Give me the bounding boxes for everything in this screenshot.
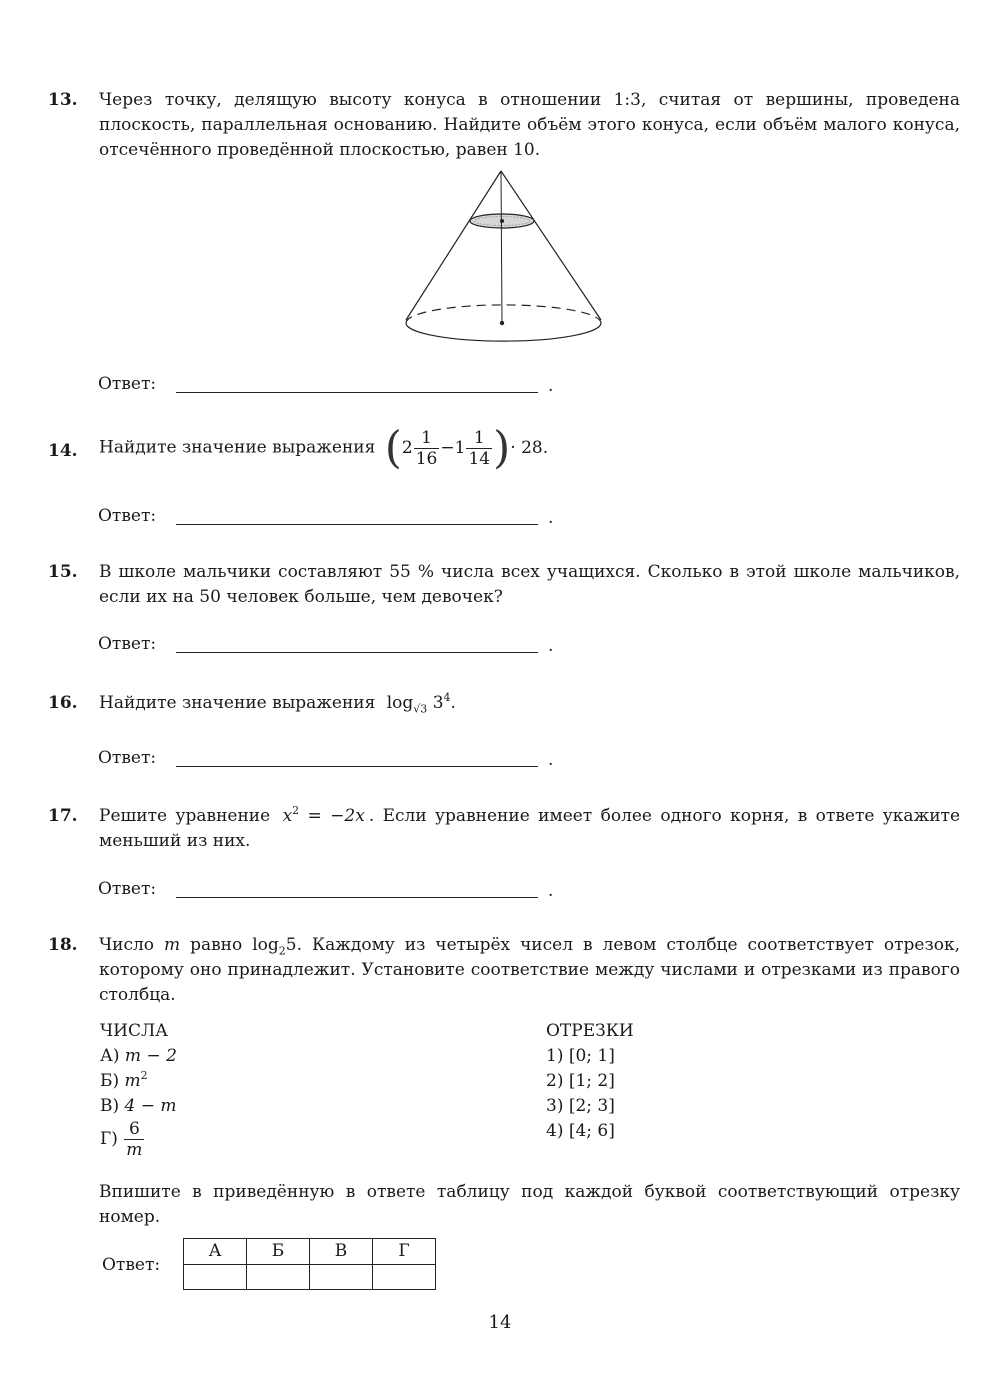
task-text — [99, 933, 960, 1008]
base-front-arc — [406, 323, 601, 341]
number-c — [100, 1094, 300, 1119]
rhs: = −2x — [299, 806, 365, 826]
answer-15 — [98, 632, 568, 662]
power: 2 — [292, 804, 300, 817]
answer-dot: . — [548, 750, 554, 770]
intro-a: Число — [99, 935, 164, 955]
segment-2: 2) [1; 2] — [546, 1071, 615, 1091]
answer-label: Ответ: — [98, 506, 157, 526]
expr-a: m − 2 — [124, 1046, 177, 1066]
task-16-prompt: Найдите значение выражения — [99, 693, 376, 713]
header-b: Б — [247, 1239, 310, 1265]
header-d: Г — [373, 1239, 436, 1265]
answer-13-input-line[interactable] — [176, 392, 538, 393]
answer-17 — [98, 877, 568, 907]
label-a: А) — [100, 1046, 120, 1066]
answer-table-header — [184, 1239, 436, 1265]
cone-left-edge — [406, 171, 501, 320]
expr-b: m — [124, 1071, 141, 1091]
task-17 — [48, 804, 960, 856]
task-text: Через точку, делящую высоту конуса в отношении 1:3, считая от вершины, проведена плоскость, параллельная основанию. Найдите объём этого конуса, если объём малого конуса, отсечённого проведённой плоскостью, равен 10. — [99, 90, 960, 160]
var-m: m — [164, 935, 181, 955]
numbers-header: ЧИСЛА — [100, 1021, 169, 1041]
denominator: 14 — [468, 448, 491, 469]
segments-column — [546, 1019, 746, 1144]
answer-14-input-line[interactable] — [176, 524, 538, 525]
section-center-dot — [500, 219, 504, 223]
log-base: 2 — [278, 944, 286, 958]
label-b: Б) — [100, 1071, 120, 1091]
answer-dot: . — [548, 636, 554, 656]
period: . — [542, 437, 549, 458]
number-b — [100, 1069, 300, 1094]
equation-17 — [283, 806, 365, 826]
answer-label: Ответ: — [98, 879, 157, 899]
task-15 — [48, 560, 960, 612]
segments-header: ОТРЕЗКИ — [546, 1021, 634, 1041]
power: 2 — [140, 1069, 148, 1082]
answer-dot: . — [548, 508, 554, 528]
fraction-2 — [466, 428, 492, 469]
multiplier: · 28 — [510, 437, 543, 458]
right-paren: ) — [493, 422, 511, 473]
task-14-prompt: Найдите значение выражения — [99, 437, 376, 458]
expression-16 — [386, 691, 456, 716]
period: . — [450, 693, 456, 713]
answer-cell-d[interactable] — [373, 1265, 436, 1290]
cone-height — [501, 171, 502, 323]
answer-15-input-line[interactable] — [176, 652, 538, 653]
answer-table — [183, 1238, 436, 1290]
answer-16 — [98, 746, 568, 776]
number-d — [100, 1119, 300, 1167]
log-word: log — [386, 693, 414, 713]
answer-dot: . — [548, 376, 554, 396]
task-number: 13. — [48, 90, 78, 110]
task-text: В школе мальчики составляют 55 % числа всех учащихся. Сколько в этой школе мальчиков, если их на 50 человек больше, чем девочек? — [99, 562, 960, 607]
denominator: 16 — [415, 448, 438, 469]
numerator: 1 — [466, 428, 492, 449]
label-c: В) — [100, 1096, 120, 1116]
log-base: √3 — [413, 702, 428, 716]
header-a: А — [184, 1239, 247, 1265]
mixed-whole-2: 1 — [454, 437, 466, 458]
segment-4: 4) [4; 6] — [546, 1121, 615, 1141]
denominator: m — [126, 1140, 143, 1160]
answer-cell-a[interactable] — [184, 1265, 247, 1290]
segment-3: 3) [2; 3] — [546, 1096, 615, 1116]
answer-label: Ответ: — [98, 634, 157, 654]
task-text — [99, 691, 960, 716]
task-17-prompt-end: . Если уравнение имеет более одного корня, в ответе укажите меньший из них. — [99, 806, 960, 851]
segment-1: 1) [0; 1] — [546, 1046, 615, 1066]
mixed-whole-1: 2 — [401, 437, 413, 458]
answer-label: Ответ: — [98, 374, 157, 394]
answer-14 — [98, 504, 568, 534]
expression-14 — [384, 422, 549, 473]
task-number: 16. — [48, 693, 78, 713]
answer-cell-b[interactable] — [247, 1265, 310, 1290]
task-text — [99, 804, 960, 854]
answer-17-input-line[interactable] — [176, 897, 538, 898]
task-13 — [48, 88, 960, 168]
task-number: 15. — [48, 562, 78, 582]
number-a — [100, 1044, 300, 1069]
answer-dot: . — [548, 881, 554, 901]
cone-diagram — [400, 165, 610, 345]
label-d: Г) — [100, 1129, 118, 1149]
answer-label: Ответ: — [102, 1255, 161, 1275]
numerator: 1 — [414, 428, 440, 449]
answer-table-inputs — [184, 1265, 436, 1290]
task-17-prompt-start: Решите уравнение — [99, 806, 271, 826]
base-back-arc — [406, 305, 601, 323]
intro-b: равно log — [180, 935, 279, 955]
task-text — [99, 422, 960, 473]
numbers-column — [100, 1019, 300, 1167]
answer-label: Ответ: — [98, 748, 157, 768]
fraction-1 — [414, 428, 440, 469]
task-number: 18. — [48, 935, 78, 955]
header-c: В — [310, 1239, 373, 1265]
task-16 — [48, 691, 960, 719]
task-number: 17. — [48, 806, 78, 826]
task-18-instruction: Впишите в приведённую в ответе таблицу под каждой буквой соответствующий отрезку номер. — [99, 1182, 960, 1227]
task-number: 14. — [48, 441, 78, 461]
expr-c: 4 − m — [124, 1096, 177, 1116]
cone-right-edge — [501, 171, 601, 320]
log-power: 4 — [443, 691, 451, 704]
base-center-dot — [500, 321, 504, 325]
answer-16-input-line[interactable] — [176, 766, 538, 767]
answer-13 — [98, 372, 568, 402]
minus-sign: − — [440, 437, 455, 458]
var-x: x — [282, 806, 293, 826]
numerator: 6 — [124, 1119, 144, 1140]
intro-c: 5. Каждому из четырёх чисел в левом столбце соответствует отрезок, которому оно принадлежит. Установите соответствие между числами и отрезками из правого столбца. — [99, 935, 960, 1005]
log-arg: 3 — [432, 693, 444, 713]
fraction-6-over-m — [124, 1119, 144, 1160]
left-paren: ( — [384, 422, 402, 473]
answer-cell-c[interactable] — [310, 1265, 373, 1290]
task-18 — [48, 933, 960, 1013]
task-14 — [48, 422, 960, 476]
page-number: 14 — [488, 1312, 512, 1333]
